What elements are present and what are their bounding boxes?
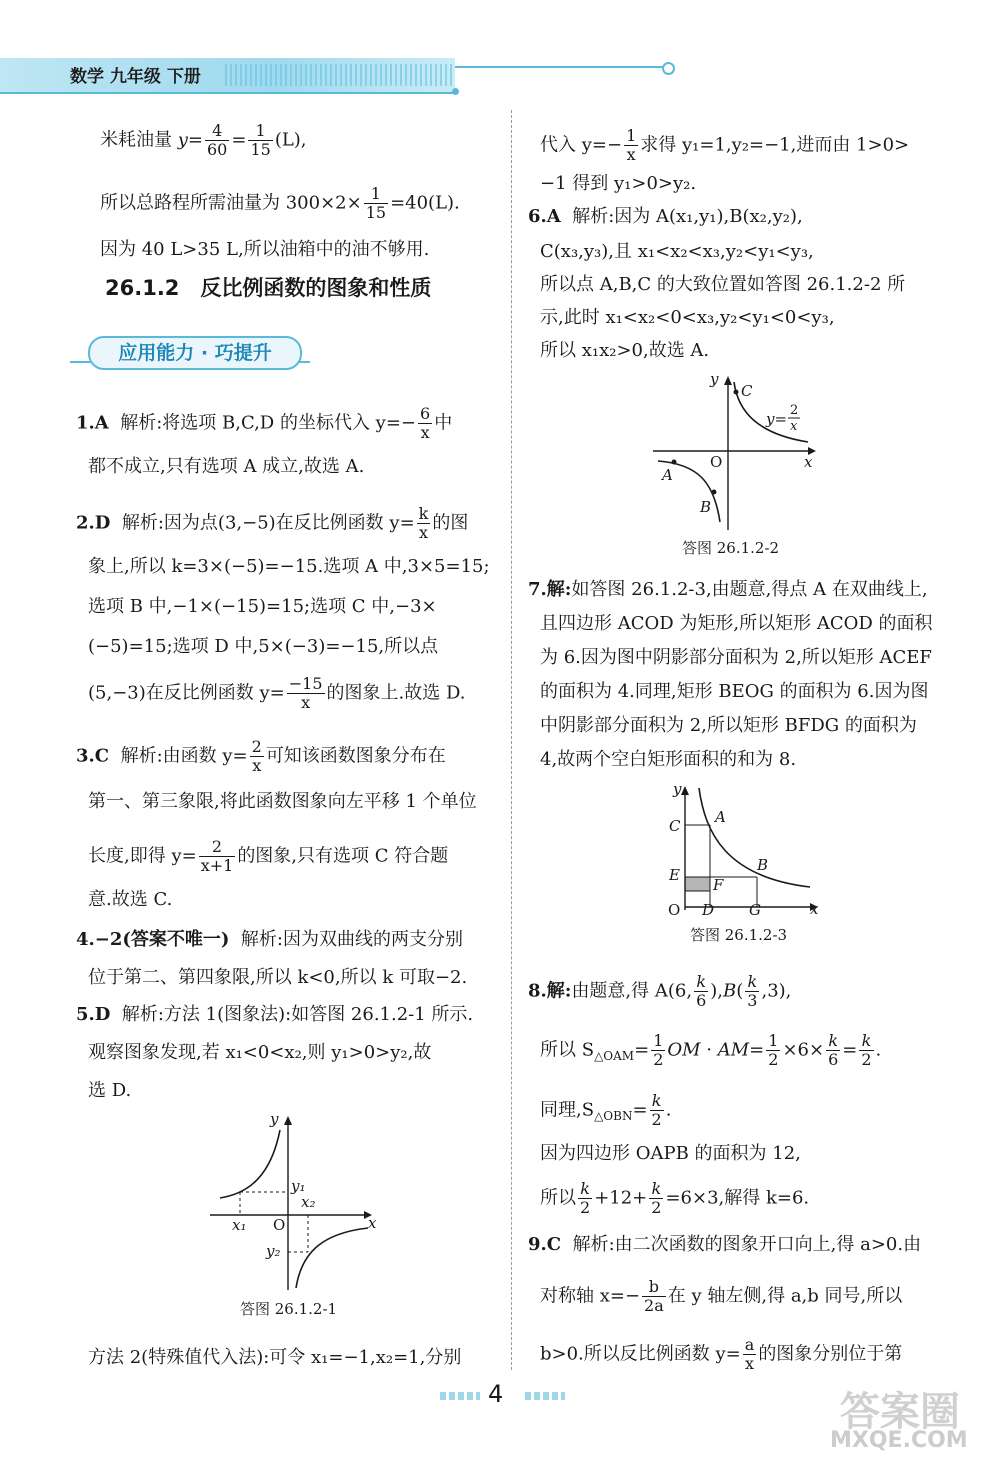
q7-line-2: 且四边形 ACOD 为矩形,所以矩形 ACOD 的面积 bbox=[540, 613, 933, 634]
header-underline bbox=[0, 92, 455, 94]
fig2-y-label: y bbox=[710, 370, 719, 388]
q4-line-2: 位于第二、第四象限,所以 k<0,所以 k 可取−2. bbox=[88, 967, 468, 988]
q8-line-4: 因为四边形 OAPB 的面积为 12, bbox=[540, 1143, 801, 1164]
fig3-point-f: F bbox=[713, 876, 724, 894]
fig2-caption: 答图 26.1.2-2 bbox=[682, 539, 780, 557]
q5-line-3: 选 D. bbox=[88, 1080, 132, 1101]
fig3-point-a: A bbox=[715, 808, 726, 826]
q9-line-1: 9.C 解析:由二次函数的图象开口向上,得 a>0.由 bbox=[528, 1234, 922, 1255]
q2-line-3: 选项 B 中,−1×(−15)=15;选项 C 中,−3× bbox=[88, 596, 437, 617]
fig3-point-e: E bbox=[669, 866, 680, 884]
q1-line-1: 1.A 解析:将选项 B,C,D 的坐标代入 y=− $\frac{6}{x}$ 中 bbox=[76, 404, 453, 442]
fig1-x2-label: x₂ bbox=[301, 1193, 316, 1211]
watermark-logo: 答案圈 bbox=[840, 1389, 960, 1435]
q5-line-2: 观察图象发现,若 x₁<0<x₂,则 y₁>0>y₂,故 bbox=[88, 1042, 432, 1063]
q6-line-2: C(x₃,y₃),且 x₁<x₂<x₃,y₂<y₁<y₃, bbox=[540, 241, 814, 262]
header-stripes bbox=[225, 64, 455, 86]
q2-line-2: 象上,所以 k=3×(−5)=−15.选项 A 中,3×5=15; bbox=[88, 556, 490, 577]
q3-line-3: 长度,即得 y= $\frac{2}{x+1}$ 的图象,只有选项 C 符合题 bbox=[88, 837, 449, 875]
page-number-deco-right bbox=[525, 1392, 565, 1400]
left-line-1: 米耗油量 y= $\frac{4}{60}$ = $\frac{1}{15}$ (L), bbox=[100, 121, 307, 159]
fig2-curve-den: x bbox=[790, 419, 798, 434]
fig3-caption: 答图 26.1.2-3 bbox=[690, 926, 788, 944]
fig1-y1-label: y₁ bbox=[291, 1177, 306, 1195]
page-number: 4 bbox=[488, 1380, 504, 1408]
q2-line-5: (5,−3)在反比例函数 y= $\frac{-15}{x}$ 的图象上.故选 D. bbox=[88, 674, 466, 712]
fig1-x-label: x bbox=[368, 1214, 377, 1232]
q6-line-4: 示,此时 x₁<x₂<0<x₃,y₂<y₁<0<y₃, bbox=[540, 307, 835, 328]
q3-line-1: 3.C 解析:由函数 y= $\frac{2}{x}$ 可知该函数图象分布在 bbox=[76, 737, 446, 775]
q1-line-2: 都不成立,只有选项 A 成立,故选 A. bbox=[88, 456, 365, 477]
fig2-origin-label: O bbox=[710, 453, 723, 471]
q5-line-1: 5.D 解析:方法 1(图象法):如答图 26.1.2-1 所示. bbox=[76, 1004, 474, 1025]
right-line-1: 代入 y=− $\frac{1}{x}$ 求得 y₁=1,y₂=−1,进而由 1>0> bbox=[540, 126, 910, 164]
fig3-point-d: D bbox=[702, 901, 715, 919]
fig1-origin-label: O bbox=[273, 1216, 286, 1234]
q3-line-4: 意.故选 C. bbox=[88, 889, 173, 910]
q9-line-3: b>0.所以反比例函数 y= $\frac{a}{x}$ 的图象分别位于第 bbox=[540, 1335, 903, 1373]
q7-line-1: 7.解:如答图 26.1.2-3,由题意,得点 A 在双曲线上, bbox=[528, 579, 928, 600]
q7-line-5: 中阴影部分面积为 2,所以矩形 BFDG 的面积为 bbox=[540, 715, 917, 736]
fig1-caption: 答图 26.1.2-1 bbox=[240, 1300, 338, 1318]
fig2-point-b: B bbox=[700, 498, 712, 516]
figure-hyperbola-1 bbox=[200, 1110, 385, 1295]
q8-line-1: 8.解:由题意,得 A(6, $\frac{k}{6}$ ),B( $\frac{k}{3}$ ,3), bbox=[528, 972, 792, 1010]
q3-line-2: 第一、第三象限,将此函数图象向左平移 1 个单位 bbox=[88, 791, 477, 812]
figure-hyperbola-2 bbox=[648, 372, 823, 532]
header-line bbox=[455, 66, 665, 68]
fig3-origin-label: O bbox=[668, 901, 681, 919]
q6-line-3: 所以点 A,B,C 的大致位置如答图 26.1.2-2 所 bbox=[540, 274, 906, 295]
q8-line-2: 所以 $S_{\triangle OAM}=$ $\frac{1}{2}$ OM · AM= $\frac{1}{2}$ ×6× $\frac{k}{6}$ = $\frac{k}{2}$ . bbox=[540, 1031, 882, 1069]
q2-line-1: 2.D 解析:因为点(3,−5)在反比例函数 y= $\frac{k}{x}$ 的图 bbox=[76, 504, 469, 542]
q7-line-3: 为 6.因为图中阴影部分面积为 2,所以矩形 ACEF bbox=[540, 647, 932, 668]
fig2-point-a: A bbox=[662, 466, 673, 484]
header-dot bbox=[662, 62, 675, 75]
fig2-x-label: x bbox=[804, 453, 813, 471]
q2-line-4: (−5)=15;选项 D 中,5×(−3)=−15,所以点 bbox=[88, 636, 439, 657]
q9-line-2: 对称轴 x=− $\frac{b}{2a}$ 在 y 轴左侧,得 a,b 同号,所以 bbox=[540, 1277, 903, 1315]
q8-line-5: 所以 $\frac{k}{2}$ +12+ $\frac{k}{2}$ =6×3,解得 k=6. bbox=[540, 1179, 810, 1217]
q6-line-5: 所以 x₁x₂>0,故选 A. bbox=[540, 340, 710, 361]
fig2-curve-label: y= bbox=[766, 410, 788, 428]
fig2-curve-num: 2 bbox=[790, 403, 799, 418]
q7-line-4: 的面积为 4.同理,矩形 BEOG 的面积为 6.因为图 bbox=[540, 681, 929, 702]
fig1-x1-label: x₁ bbox=[232, 1216, 247, 1234]
fig1-y-label: y bbox=[270, 1110, 279, 1128]
banner: 应用能力 · 巧提升 bbox=[88, 336, 302, 370]
fig3-x-label: x bbox=[810, 900, 819, 918]
header-title: 数学 九年级 下册 bbox=[70, 67, 201, 87]
fig3-point-g: G bbox=[749, 901, 761, 919]
header-dot-small bbox=[452, 88, 459, 95]
fig3-point-b: B bbox=[757, 856, 769, 874]
fig2-point-c: C bbox=[741, 382, 753, 400]
q4-line-1: 4.−2(答案不唯一) 解析:因为双曲线的两支分别 bbox=[76, 929, 463, 950]
left-line-3: 因为 40 L>35 L,所以油箱中的油不够用. bbox=[100, 239, 430, 260]
left-line-2: 所以总路程所需油量为 300×2× $\frac{1}{15}$ =40(L). bbox=[100, 184, 460, 222]
figure-rectangles bbox=[665, 782, 825, 922]
section-title: 26.1.2 反比例函数的图象和性质 bbox=[105, 276, 432, 300]
column-divider bbox=[511, 110, 512, 1370]
fig3-y-label: y bbox=[673, 780, 682, 798]
q8-line-3: 同理$,S_{\triangle OBN}=$ $\frac{k}{2}$ . bbox=[540, 1091, 672, 1129]
fig1-y2-label: y₂ bbox=[266, 1242, 281, 1260]
page-number-deco-left bbox=[440, 1392, 480, 1400]
fig3-point-c: C bbox=[669, 817, 681, 835]
q7-line-6: 4,故两个空白矩形面积的和为 8. bbox=[540, 749, 797, 770]
right-line-2: −1 得到 y₁>0>y₂. bbox=[540, 173, 697, 194]
q6-line-1: 6.A 解析:因为 A(x₁,y₁),B(x₂,y₂), bbox=[528, 206, 803, 227]
q5-line-4: 方法 2(特殊值代入法):可令 x₁=−1,x₂=1,分别 bbox=[88, 1347, 462, 1368]
watermark-url: MXQE.COM bbox=[830, 1428, 968, 1453]
